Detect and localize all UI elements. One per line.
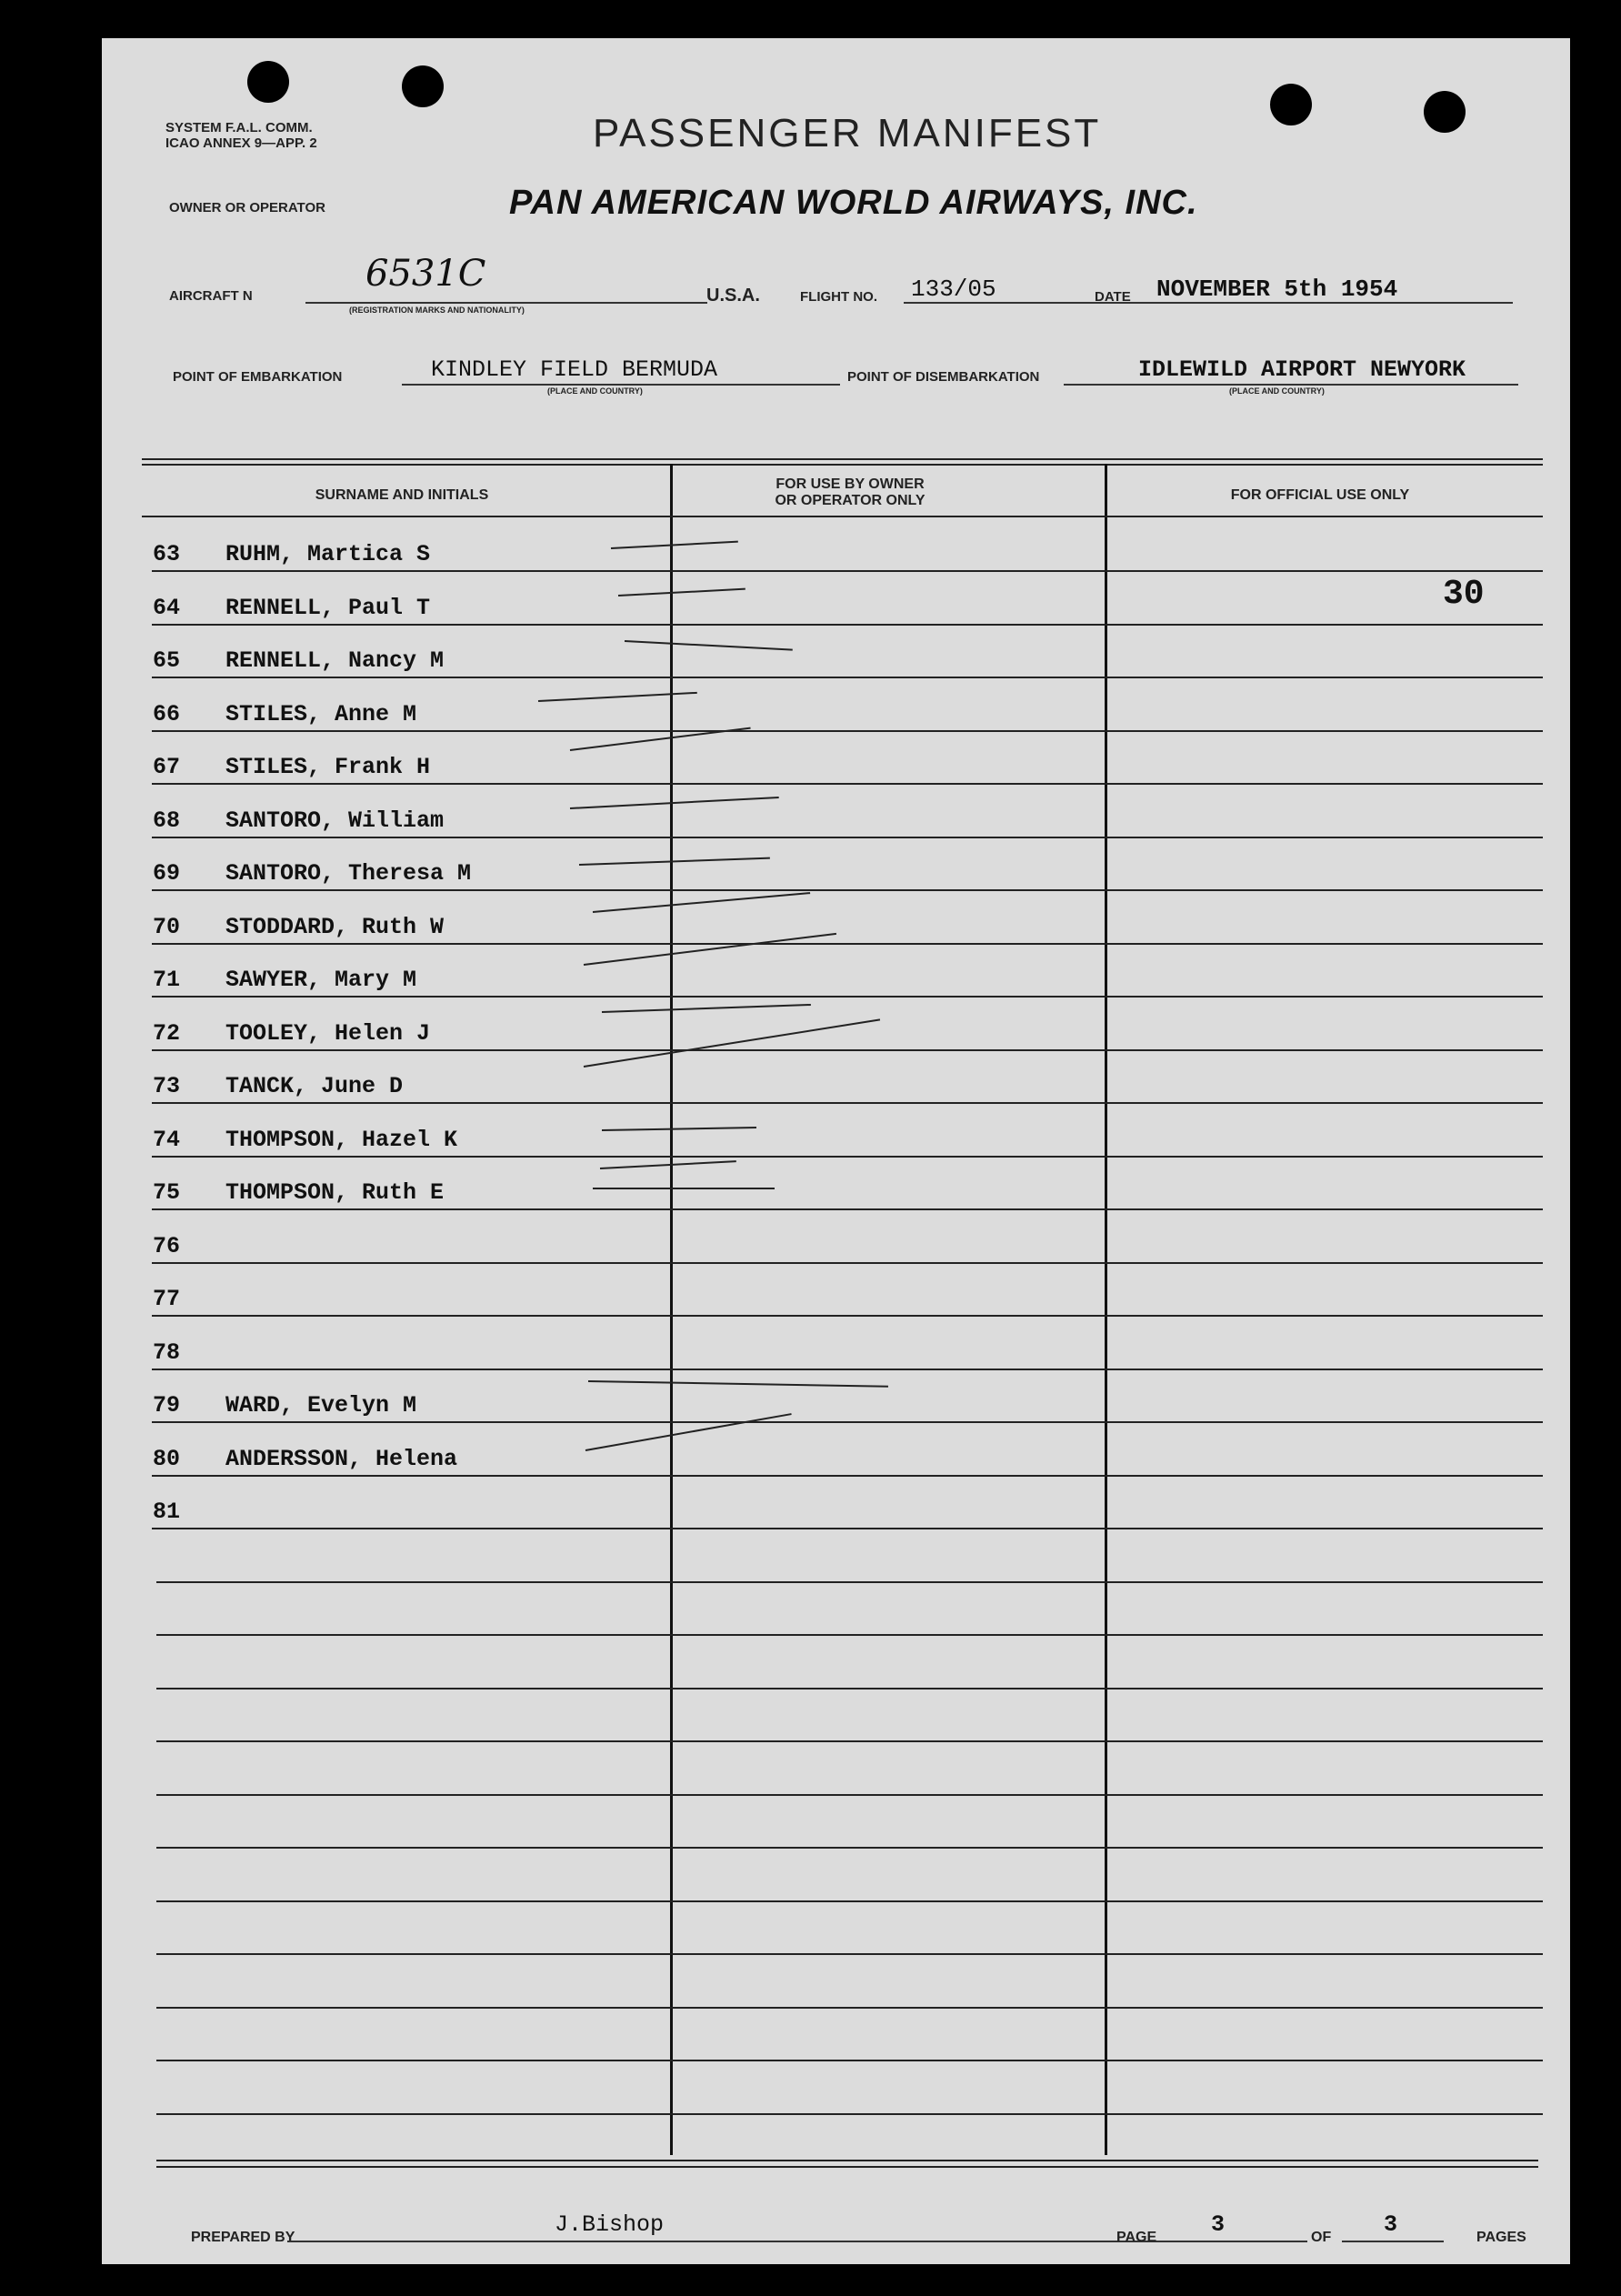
row-line [152, 1528, 1543, 1529]
check-stroke [570, 797, 779, 809]
row-number: 68 [153, 807, 181, 834]
nationality-label: U.S.A. [706, 286, 760, 306]
check-stroke [625, 640, 793, 651]
blank-row-line [156, 1794, 1543, 1796]
row-number: 79 [153, 1392, 181, 1419]
blank-row-line [156, 1581, 1543, 1583]
passenger-name: THOMPSON, Hazel K [225, 1126, 458, 1153]
row-line [152, 1208, 1543, 1210]
owner-operator-label: OWNER OR OPERATOR [169, 200, 325, 216]
check-stroke [602, 1004, 811, 1013]
row-number: 76 [153, 1232, 181, 1259]
aircraft-label: AIRCRAFT N [169, 288, 253, 304]
row-line [152, 996, 1543, 998]
row-number: 81 [153, 1499, 181, 1525]
passenger-name: STILES, Anne M [225, 700, 417, 727]
check-stroke [584, 933, 836, 966]
passenger-name: SAWYER, Mary M [225, 967, 417, 993]
passenger-name: THOMPSON, Ruth E [225, 1179, 445, 1206]
row-line [152, 570, 1543, 572]
disembarkation-place: IDLEWILD AIRPORT NEWYORK [1138, 356, 1466, 383]
column-owner-use: FOR USE BY OWNER OR OPERATOR ONLY [775, 476, 926, 508]
row-line [152, 889, 1543, 891]
punch-hole [1424, 91, 1466, 133]
blank-row-line [156, 1900, 1543, 1902]
passenger-name: TANCK, June D [225, 1073, 404, 1099]
page-title: PASSENGER MANIFEST [593, 111, 1102, 155]
blank-row-line [156, 2113, 1543, 2115]
check-stroke [593, 892, 810, 913]
row-number: 75 [153, 1179, 181, 1206]
row-line [152, 1156, 1543, 1158]
passenger-name: SANTORO, William [225, 807, 445, 834]
prepared-by-label: PREPARED BY [191, 2230, 295, 2245]
row-line [152, 1315, 1543, 1317]
date-label: DATE [1095, 289, 1131, 305]
check-stroke [611, 541, 738, 549]
row-number: 74 [153, 1126, 181, 1153]
flight-date: NOVEMBER 5th 1954 [1156, 276, 1398, 303]
row-number: 71 [153, 967, 181, 993]
row-line [152, 1475, 1543, 1477]
passenger-name: SANTORO, Theresa M [225, 860, 472, 887]
blank-row-line [156, 1953, 1543, 1955]
blank-row-line [156, 1847, 1543, 1849]
passenger-name: STODDARD, Ruth W [225, 913, 445, 940]
of-label: OF [1311, 2230, 1332, 2245]
embarkation-label: POINT OF EMBARKATION [173, 369, 343, 385]
row-number: 67 [153, 754, 181, 780]
punch-hole [402, 65, 444, 107]
check-stroke [585, 1413, 792, 1451]
blank-row-line [156, 1740, 1543, 1742]
page-number: 3 [1211, 2211, 1226, 2238]
row-line [152, 1262, 1543, 1264]
row-line [152, 1102, 1543, 1104]
regulation-line-1: SYSTEM F.A.L. COMM. [165, 120, 313, 135]
passenger-name: WARD, Evelyn M [225, 1392, 417, 1419]
airline-name: PAN AMERICAN WORLD AIRWAYS, INC. [509, 184, 1198, 222]
passenger-name: STILES, Frank H [225, 754, 431, 780]
prepared-by-value: J.Bishop [555, 2211, 665, 2238]
pages-label: PAGES [1476, 2230, 1526, 2245]
punch-hole [247, 61, 289, 103]
row-number: 80 [153, 1445, 181, 1472]
embarkation-place: KINDLEY FIELD BERMUDA [431, 356, 718, 383]
row-number: 64 [153, 594, 181, 621]
check-stroke [588, 1380, 888, 1388]
passenger-name: TOOLEY, Helen J [225, 1019, 431, 1047]
row-number: 70 [153, 913, 181, 940]
row-line [152, 783, 1543, 785]
total-pages: 3 [1384, 2211, 1398, 2238]
official-count-mark: 30 [1443, 575, 1485, 614]
row-line [152, 624, 1543, 626]
column-official-use: FOR OFFICIAL USE ONLY [1230, 487, 1410, 503]
blank-row-line [156, 1688, 1543, 1689]
aircraft-sublabel: (REGISTRATION MARKS AND NATIONALITY) [349, 306, 525, 315]
check-stroke [579, 857, 770, 866]
row-number: 66 [153, 700, 181, 727]
passenger-name: ANDERSSON, Helena [225, 1445, 458, 1472]
row-number: 73 [153, 1073, 181, 1099]
disembarkation-label: POINT OF DISEMBARKATION [847, 369, 1040, 385]
passenger-name: RENNELL, Paul T [225, 594, 431, 621]
blank-row-line [156, 1634, 1543, 1636]
regulation-line-2: ICAO ANNEX 9—APP. 2 [165, 135, 317, 151]
blank-row-line [156, 2060, 1543, 2061]
manifest-sheet [102, 38, 1570, 2264]
blank-row-line [156, 2007, 1543, 2009]
embarkation-sublabel: (PLACE AND COUNTRY) [547, 386, 643, 396]
row-line [152, 677, 1543, 678]
passenger-name: RUHM, Martica S [225, 541, 431, 567]
punch-hole [1270, 84, 1312, 125]
row-number: 78 [153, 1338, 181, 1366]
row-line [152, 837, 1543, 838]
row-number: 65 [153, 647, 181, 674]
row-number: 77 [153, 1286, 181, 1312]
passenger-name: RENNELL, Nancy M [225, 647, 445, 674]
row-line [152, 943, 1543, 945]
check-stroke [618, 588, 745, 597]
disembarkation-sublabel: (PLACE AND COUNTRY) [1229, 386, 1325, 396]
row-line [152, 1421, 1543, 1423]
flight-number: 133/05 [911, 276, 996, 303]
check-stroke [602, 1127, 756, 1131]
row-number: 72 [153, 1019, 181, 1047]
aircraft-registration: 6531C [365, 253, 486, 295]
check-stroke [584, 1018, 880, 1068]
page-label: PAGE [1116, 2230, 1157, 2245]
row-line [152, 1369, 1543, 1370]
column-surname: SURNAME AND INITIALS [315, 487, 489, 503]
check-stroke [593, 1188, 775, 1189]
check-stroke [538, 692, 697, 702]
row-line [152, 1049, 1543, 1051]
row-line [152, 730, 1543, 732]
check-stroke [600, 1160, 736, 1169]
row-number: 69 [153, 860, 181, 887]
row-number: 63 [153, 541, 181, 567]
flight-label: FLIGHT NO. [800, 289, 877, 305]
